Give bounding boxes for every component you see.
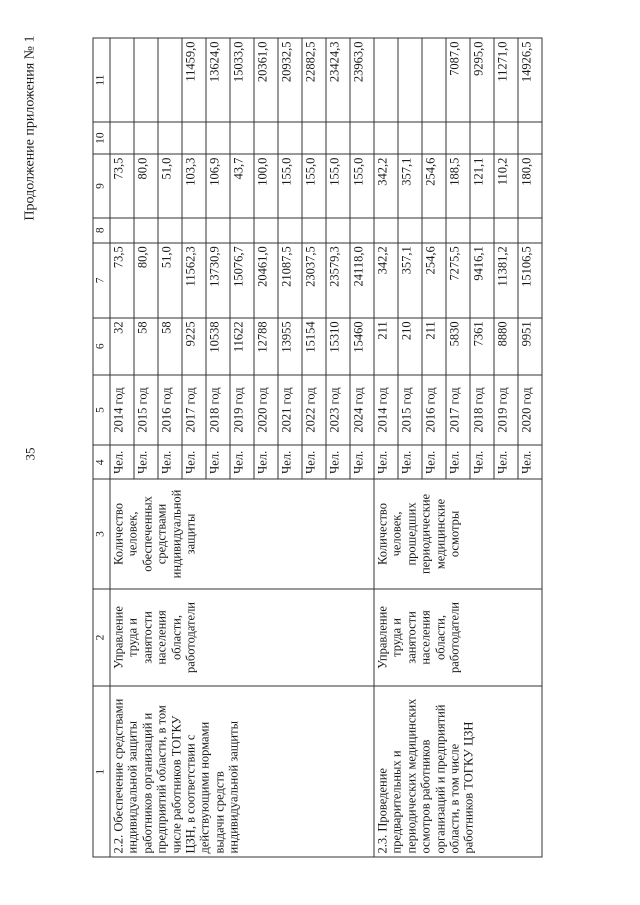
value-cell: 15033,0 bbox=[230, 38, 254, 122]
value-cell: 188,5 bbox=[446, 154, 470, 218]
value-cell: 100,0 bbox=[254, 154, 278, 218]
value-cell: 180,0 bbox=[518, 154, 542, 218]
value-cell bbox=[470, 122, 494, 154]
value-cell: 155,0 bbox=[350, 154, 374, 218]
unit-cell: Чел. bbox=[350, 445, 374, 479]
column-number-row bbox=[93, 38, 110, 857]
year-cell: 2016 год bbox=[422, 374, 446, 445]
value-cell: 11381,2 bbox=[494, 242, 518, 317]
column-header: 10 bbox=[93, 122, 110, 154]
value-cell: 254,6 bbox=[422, 154, 446, 218]
value-cell bbox=[494, 217, 518, 242]
value-cell: 23424,3 bbox=[326, 38, 350, 122]
year-cell: 2021 год bbox=[278, 374, 302, 445]
column-header: 5 bbox=[93, 374, 110, 445]
value-cell: 342,2 bbox=[374, 154, 398, 218]
table-body bbox=[110, 38, 542, 857]
value-cell: 7361 bbox=[470, 317, 494, 374]
value-cell bbox=[158, 217, 182, 242]
value-cell: 11562,3 bbox=[182, 242, 206, 317]
value-cell: 22882,5 bbox=[302, 38, 326, 122]
value-cell: 15310 bbox=[326, 317, 350, 374]
activity-cell: 2.3. Проведение предварительных и периодических медицинских осмотров работников организаций и предприятий области, в том числе работников ТОГКУ ЦЗН bbox=[374, 686, 542, 857]
value-cell: 73,5 bbox=[110, 154, 134, 218]
value-cell bbox=[518, 122, 542, 154]
value-cell bbox=[230, 217, 254, 242]
value-cell bbox=[302, 217, 326, 242]
value-cell: 20361,0 bbox=[254, 38, 278, 122]
value-cell bbox=[422, 122, 446, 154]
value-cell bbox=[446, 217, 470, 242]
value-cell: 15460 bbox=[350, 317, 374, 374]
value-cell: 51,0 bbox=[158, 242, 182, 317]
value-cell bbox=[398, 217, 422, 242]
value-cell: 43,7 bbox=[230, 154, 254, 218]
value-cell bbox=[254, 217, 278, 242]
unit-cell: Чел. bbox=[302, 445, 326, 479]
value-cell: 210 bbox=[398, 317, 422, 374]
unit-cell: Чел. bbox=[110, 445, 134, 479]
year-cell: 2014 год bbox=[110, 374, 134, 445]
unit-cell: Чел. bbox=[158, 445, 182, 479]
table-row bbox=[110, 38, 134, 857]
column-header: 1 bbox=[93, 686, 110, 857]
column-header: 3 bbox=[93, 479, 110, 588]
unit-cell: Чел. bbox=[494, 445, 518, 479]
year-cell: 2023 год bbox=[326, 374, 350, 445]
value-cell: 20461,0 bbox=[254, 242, 278, 317]
value-cell: 13955 bbox=[278, 317, 302, 374]
year-cell: 2017 год bbox=[182, 374, 206, 445]
column-header: 4 bbox=[93, 445, 110, 479]
value-cell bbox=[422, 217, 446, 242]
value-cell bbox=[278, 217, 302, 242]
value-cell: 73,5 bbox=[110, 242, 134, 317]
value-cell bbox=[182, 217, 206, 242]
year-cell: 2020 год bbox=[518, 374, 542, 445]
value-cell: 7275,5 bbox=[446, 242, 470, 317]
value-cell bbox=[206, 217, 230, 242]
value-cell: 9225 bbox=[182, 317, 206, 374]
value-cell bbox=[518, 217, 542, 242]
value-cell: 9951 bbox=[518, 317, 542, 374]
unit-cell: Чел. bbox=[206, 445, 230, 479]
value-cell bbox=[134, 217, 158, 242]
value-cell: 58 bbox=[134, 317, 158, 374]
value-cell bbox=[350, 122, 374, 154]
value-cell bbox=[110, 38, 134, 122]
value-cell: 8880 bbox=[494, 317, 518, 374]
year-cell: 2016 год bbox=[158, 374, 182, 445]
indicator-cell: Количество человек, обеспеченных средствами индивидуальной защиты bbox=[110, 479, 374, 588]
program-table bbox=[92, 37, 542, 857]
value-cell bbox=[470, 217, 494, 242]
value-cell bbox=[494, 122, 518, 154]
value-cell: 155,0 bbox=[302, 154, 326, 218]
value-cell: 13624,0 bbox=[206, 38, 230, 122]
unit-cell: Чел. bbox=[446, 445, 470, 479]
activity-cell: 2.2. Обеспечение средствами индивидуальной защиты работников организаций и предприятий области, в том числе работников ТОГКУ ЦЗН, в соответствии с действующими нормами выдачи средств индивидуальной защиты bbox=[110, 686, 374, 857]
value-cell bbox=[254, 122, 278, 154]
value-cell bbox=[110, 122, 134, 154]
value-cell bbox=[398, 38, 422, 122]
value-cell bbox=[182, 122, 206, 154]
unit-cell: Чел. bbox=[134, 445, 158, 479]
value-cell: 14926,5 bbox=[518, 38, 542, 122]
year-cell: 2015 год bbox=[134, 374, 158, 445]
value-cell: 11622 bbox=[230, 317, 254, 374]
value-cell: 15076,7 bbox=[230, 242, 254, 317]
value-cell bbox=[326, 122, 350, 154]
value-cell bbox=[374, 122, 398, 154]
year-cell: 2019 год bbox=[494, 374, 518, 445]
year-cell: 2024 год bbox=[350, 374, 374, 445]
value-cell: 121,1 bbox=[470, 154, 494, 218]
year-cell: 2019 год bbox=[230, 374, 254, 445]
column-header: 6 bbox=[93, 317, 110, 374]
executor-cell: Управление труда и занятости населения области, работодатели bbox=[374, 588, 542, 686]
continuation-note: Продолжение приложения № 1 bbox=[22, 35, 37, 221]
value-cell bbox=[446, 122, 470, 154]
value-cell bbox=[206, 122, 230, 154]
value-cell bbox=[302, 122, 326, 154]
value-cell: 357,1 bbox=[398, 242, 422, 317]
unit-cell: Чел. bbox=[422, 445, 446, 479]
value-cell bbox=[398, 122, 422, 154]
year-cell: 2022 год bbox=[302, 374, 326, 445]
value-cell: 5830 bbox=[446, 317, 470, 374]
value-cell: 23963,0 bbox=[350, 38, 374, 122]
value-cell bbox=[350, 217, 374, 242]
value-cell: 80,0 bbox=[134, 242, 158, 317]
indicator-cell: Количество человек, прошедших периодические медицинские осмотры bbox=[374, 479, 542, 588]
value-cell bbox=[422, 38, 446, 122]
unit-cell: Чел. bbox=[374, 445, 398, 479]
value-cell: 21087,5 bbox=[278, 242, 302, 317]
value-cell: 211 bbox=[374, 317, 398, 374]
value-cell: 9416,1 bbox=[470, 242, 494, 317]
unit-cell: Чел. bbox=[518, 445, 542, 479]
executor-cell: Управление труда и занятости населения области, работодатели bbox=[110, 588, 374, 686]
year-cell: 2014 год bbox=[374, 374, 398, 445]
value-cell: 80,0 bbox=[134, 154, 158, 218]
column-header: 2 bbox=[93, 588, 110, 686]
unit-cell: Чел. bbox=[326, 445, 350, 479]
value-cell bbox=[230, 122, 254, 154]
value-cell: 58 bbox=[158, 317, 182, 374]
value-cell: 51,0 bbox=[158, 154, 182, 218]
value-cell bbox=[134, 122, 158, 154]
table-row bbox=[374, 38, 398, 857]
value-cell: 32 bbox=[110, 317, 134, 374]
value-cell: 11271,0 bbox=[494, 38, 518, 122]
column-header: 7 bbox=[93, 242, 110, 317]
unit-cell: Чел. bbox=[398, 445, 422, 479]
year-cell: 2017 год bbox=[446, 374, 470, 445]
unit-cell: Чел. bbox=[470, 445, 494, 479]
column-header: 8 bbox=[93, 217, 110, 242]
value-cell: 23579,3 bbox=[326, 242, 350, 317]
value-cell bbox=[158, 38, 182, 122]
value-cell bbox=[158, 122, 182, 154]
value-cell: 12788 bbox=[254, 317, 278, 374]
value-cell: 106,9 bbox=[206, 154, 230, 218]
value-cell: 20932,5 bbox=[278, 38, 302, 122]
year-cell: 2018 год bbox=[470, 374, 494, 445]
value-cell bbox=[374, 217, 398, 242]
year-cell: 2015 год bbox=[398, 374, 422, 445]
value-cell: 15154 bbox=[302, 317, 326, 374]
page-number: 35 bbox=[22, 447, 37, 460]
value-cell: 15106,5 bbox=[518, 242, 542, 317]
value-cell: 155,0 bbox=[326, 154, 350, 218]
value-cell bbox=[134, 38, 158, 122]
year-cell: 2018 год bbox=[206, 374, 230, 445]
value-cell: 11459,0 bbox=[182, 38, 206, 122]
value-cell: 155,0 bbox=[278, 154, 302, 218]
value-cell: 10538 bbox=[206, 317, 230, 374]
value-cell: 7087,0 bbox=[446, 38, 470, 122]
year-cell: 2020 год bbox=[254, 374, 278, 445]
value-cell bbox=[326, 217, 350, 242]
column-header: 9 bbox=[93, 154, 110, 218]
value-cell: 13730,9 bbox=[206, 242, 230, 317]
value-cell bbox=[278, 122, 302, 154]
value-cell: 211 bbox=[422, 317, 446, 374]
value-cell bbox=[110, 217, 134, 242]
value-cell: 23037,5 bbox=[302, 242, 326, 317]
unit-cell: Чел. bbox=[278, 445, 302, 479]
value-cell: 110,2 bbox=[494, 154, 518, 218]
value-cell bbox=[374, 38, 398, 122]
value-cell: 103,3 bbox=[182, 154, 206, 218]
column-header: 11 bbox=[93, 38, 110, 122]
value-cell: 342,2 bbox=[374, 242, 398, 317]
value-cell: 24118,0 bbox=[350, 242, 374, 317]
value-cell: 254,6 bbox=[422, 242, 446, 317]
unit-cell: Чел. bbox=[254, 445, 278, 479]
value-cell: 9295,0 bbox=[470, 38, 494, 122]
unit-cell: Чел. bbox=[230, 445, 254, 479]
value-cell: 357,1 bbox=[398, 154, 422, 218]
unit-cell: Чел. bbox=[182, 445, 206, 479]
